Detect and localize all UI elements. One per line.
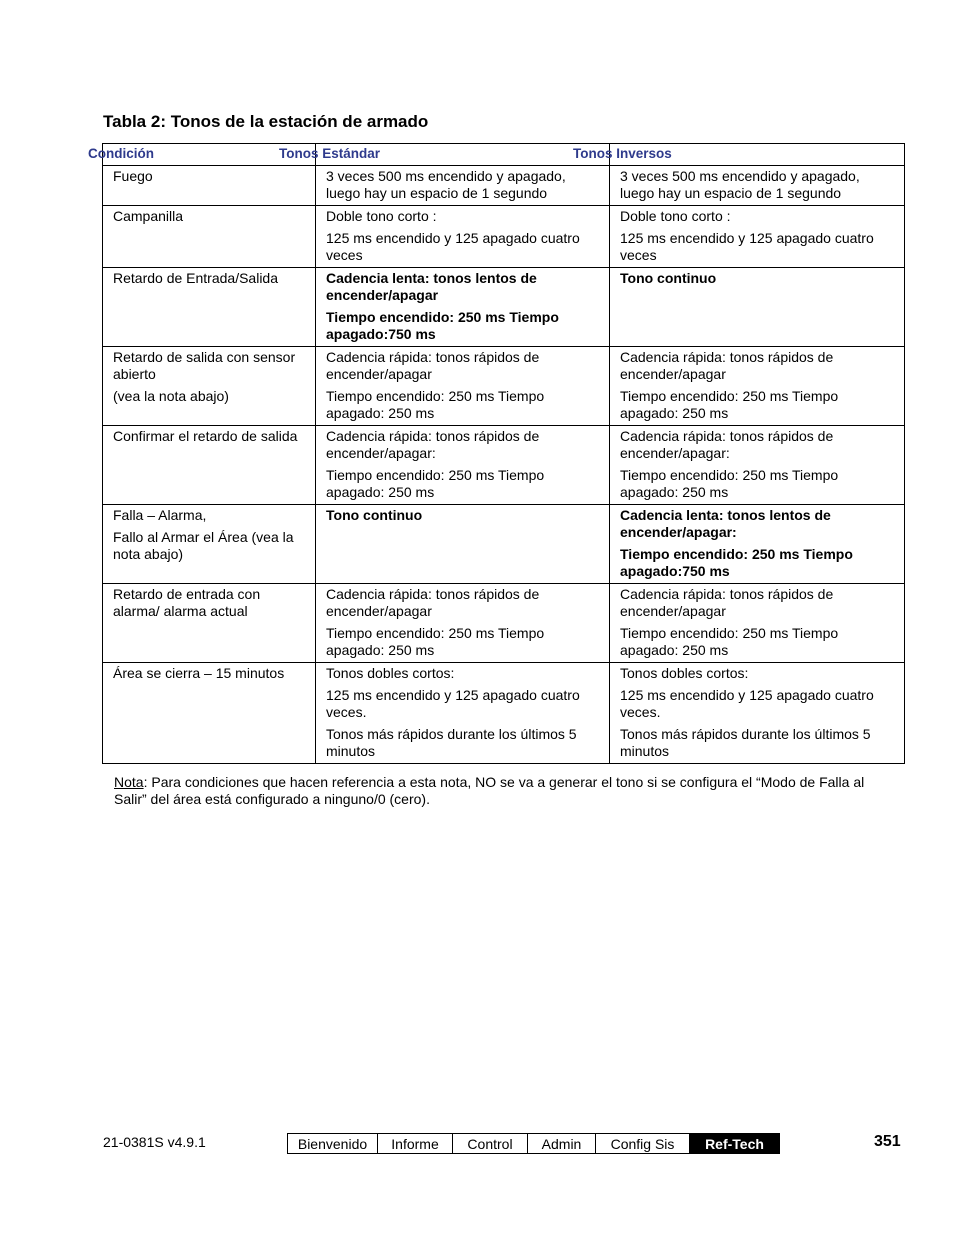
cell-paragraph: Tonos más rápidos durante los últimos 5 minutos (326, 726, 577, 759)
note-label: Nota (114, 774, 144, 790)
cell-paragraph: Doble tono corto : (326, 208, 437, 224)
table-row (103, 584, 905, 663)
cell-paragraph: Retardo de salida con sensor abierto (113, 349, 296, 382)
footer-nav (287, 1133, 780, 1154)
inverse-cell (610, 268, 905, 347)
table-row (103, 663, 905, 764)
inverse-cell (610, 166, 905, 206)
cell-paragraph: Tiempo encendido: 250 ms Tiempo apagado: 250 ms (620, 625, 839, 658)
cell-paragraph: Cadencia rápida: tonos rápidos de encender/apagar (620, 349, 834, 382)
cell-paragraph: Retardo de entrada con alarma/ alarma actual (113, 586, 261, 619)
standard-cell (316, 505, 610, 584)
cell-paragraph: Tono continuo (326, 507, 423, 523)
cell-paragraph: 3 veces 500 ms encendido y apagado, luego hay un espacio de 1 segundo (326, 168, 566, 201)
condition-cell (103, 166, 316, 206)
condition-cell (103, 347, 316, 426)
cell-paragraph: Cadencia rápida: tonos rápidos de encender/apagar (326, 349, 540, 382)
cell-paragraph: Cadencia rápida: tonos rápidos de encender/apagar: (620, 428, 834, 461)
standard-cell (316, 663, 610, 764)
table-title: Tabla 2: Tonos de la estación de armado (103, 112, 429, 131)
nav-tab-config-sis[interactable]: Config Sis (595, 1134, 689, 1153)
cell-paragraph: Tiempo encendido: 250 ms Tiempo apagado: 250 ms (620, 388, 839, 421)
condition-cell (103, 663, 316, 764)
cell-paragraph: Doble tono corto : (620, 208, 731, 224)
inverse-cell (610, 505, 905, 584)
table-note (114, 774, 894, 808)
nav-tab-control[interactable]: Control (452, 1134, 527, 1153)
cell-paragraph: 3 veces 500 ms encendido y apagado, luego hay un espacio de 1 segundo (620, 168, 860, 201)
cell-paragraph: Tiempo encendido: 250 ms Tiempo apagado:750 ms (620, 546, 853, 579)
cell-paragraph: Retardo de Entrada/Salida (113, 270, 278, 286)
inverse-cell (610, 584, 905, 663)
document-number: 21-0381S v4.9.1 (103, 1134, 206, 1150)
inverse-cell (610, 347, 905, 426)
table-row (103, 166, 905, 206)
cell-paragraph: Cadencia lenta: tonos lentos de encender/apagar: (620, 507, 831, 540)
table-row (103, 505, 905, 584)
page-number: 351 (874, 1133, 901, 1150)
header-condition: Condición (103, 144, 316, 166)
standard-cell (316, 584, 610, 663)
nav-tab-bienvenido[interactable]: Bienvenido (297, 1135, 368, 1152)
condition-cell (103, 268, 316, 347)
cell-paragraph: Tiempo encendido: 250 ms Tiempo apagado:750 ms (326, 309, 559, 342)
standard-cell (316, 347, 610, 426)
condition-cell (103, 505, 316, 584)
cell-paragraph: Fallo al Armar el Área (vea la nota abajo) (113, 529, 294, 562)
cell-paragraph: Tonos dobles cortos: (326, 665, 455, 681)
cell-paragraph: Tiempo encendido: 250 ms Tiempo apagado: 250 ms (620, 467, 839, 500)
condition-cell (103, 584, 316, 663)
cell-paragraph: Tiempo encendido: 250 ms Tiempo apagado: 250 ms (326, 467, 545, 500)
cell-paragraph: Tono continuo (620, 270, 717, 286)
condition-cell (103, 206, 316, 268)
cell-paragraph: 125 ms encendido y 125 apagado cuatro veces (620, 230, 874, 263)
cell-paragraph: Tiempo encendido: 250 ms Tiempo apagado: 250 ms (326, 388, 545, 421)
table-header-row (103, 144, 905, 166)
cell-paragraph: Campanilla (113, 208, 184, 224)
cell-paragraph: 125 ms encendido y 125 apagado cuatro veces (326, 230, 580, 263)
cell-paragraph: Tonos más rápidos durante los últimos 5 minutos (620, 726, 871, 759)
cell-paragraph: 125 ms encendido y 125 apagado cuatro veces. (620, 687, 874, 720)
note-text: : Para condiciones que hacen referencia a esta nota, NO se va a generar el tono si se configura el “Modo de Falla al Salir” del área está configurado a ninguno/0 (cero). (114, 774, 865, 807)
inverse-cell (610, 426, 905, 505)
standard-cell (316, 166, 610, 206)
inverse-cell (610, 206, 905, 268)
nav-tab-informe[interactable]: Informe (377, 1134, 452, 1153)
cell-paragraph: (vea la nota abajo) (113, 388, 229, 404)
cell-paragraph: Tonos dobles cortos: (620, 665, 749, 681)
nav-tab-admin[interactable]: Admin (527, 1134, 595, 1153)
cell-paragraph: Área se cierra – 15 minutos (113, 665, 285, 681)
header-inverse: Tonos Inversos (610, 144, 905, 166)
condition-cell (103, 426, 316, 505)
cell-paragraph: Fuego (113, 168, 153, 184)
nav-tab-ref-tech[interactable]: Ref-Tech (689, 1134, 779, 1153)
cell-paragraph: Falla – Alarma, (113, 507, 207, 523)
cell-paragraph: Cadencia lenta: tonos lentos de encender/apagar (326, 270, 537, 303)
cell-paragraph: Confirmar el retardo de salida (113, 428, 298, 444)
cell-paragraph: 125 ms encendido y 125 apagado cuatro veces. (326, 687, 580, 720)
table-row (103, 206, 905, 268)
inverse-cell (610, 663, 905, 764)
cell-paragraph: Tiempo encendido: 250 ms Tiempo apagado: 250 ms (326, 625, 545, 658)
cell-paragraph: Cadencia rápida: tonos rápidos de encender/apagar (620, 586, 834, 619)
tones-table (88, 143, 905, 764)
cell-paragraph: Cadencia rápida: tonos rápidos de encender/apagar: (326, 428, 540, 461)
standard-cell (316, 268, 610, 347)
header-standard: Tonos Estándar (316, 144, 610, 166)
cell-paragraph: Cadencia rápida: tonos rápidos de encender/apagar (326, 586, 540, 619)
standard-cell (316, 206, 610, 268)
table-row (103, 347, 905, 426)
table-row (103, 268, 905, 347)
standard-cell (316, 426, 610, 505)
table-row (103, 426, 905, 505)
